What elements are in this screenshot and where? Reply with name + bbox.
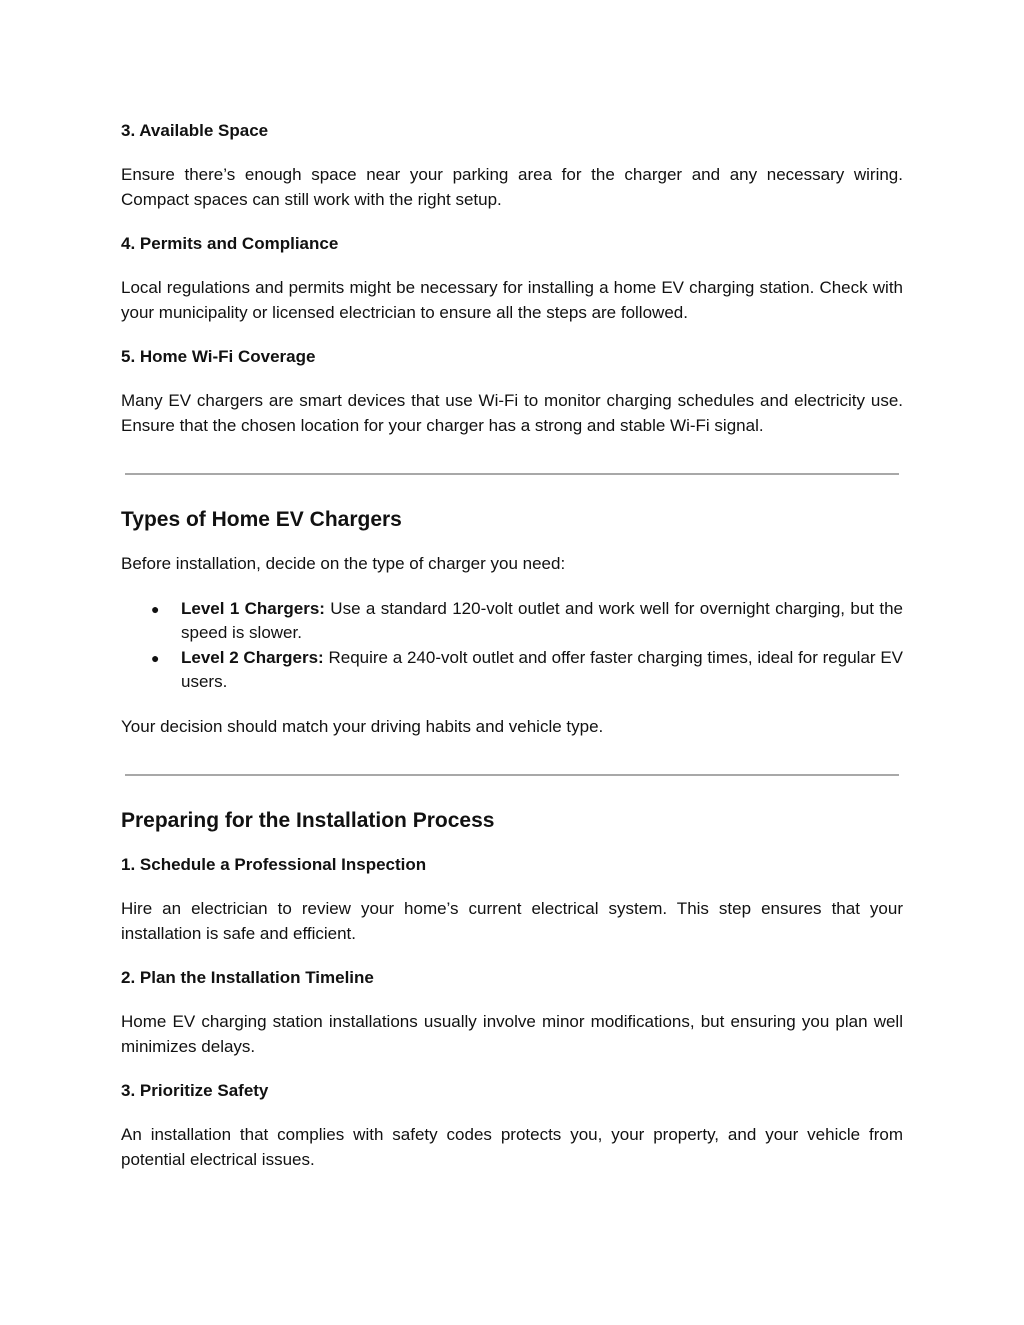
list-item	[121, 597, 903, 646]
subsection-heading: 3. Available Space	[121, 121, 269, 140]
step-body: Home EV charging station installations usually involve minor modifications, but ensuring you plan well minimizes delays.	[121, 1012, 903, 1056]
subsection-body: Local regulations and permits might be necessary for installing a home EV charging station. Check with your municipality or licensed electrician to ensure all the steps are followed.	[121, 278, 903, 322]
section-closing: Your decision should match your driving habits and vehicle type.	[121, 716, 604, 736]
document-page	[121, 119, 903, 1192]
step-heading: 2. Plan the Installation Timeline	[121, 968, 374, 987]
step-timeline	[121, 966, 903, 1059]
section-charger-types	[121, 506, 903, 739]
bullet-icon: ●	[151, 600, 160, 617]
horizontal-divider	[125, 473, 899, 475]
subsection-heading: 5. Home Wi-Fi Coverage	[121, 347, 316, 366]
section-intro: Before installation, decide on the type of charger you need:	[121, 554, 566, 573]
subsection-available-space	[121, 119, 903, 212]
horizontal-divider	[125, 774, 899, 776]
list-item-lead: Level 1 Chargers:	[181, 598, 325, 618]
subsection-wifi	[121, 345, 903, 438]
subsection-permits	[121, 232, 903, 325]
step-heading: 1. Schedule a Professional Inspection	[121, 855, 427, 874]
step-body: Hire an electrician to review your home’s current electrical system. This step ensures that your installation is safe and efficient.	[121, 899, 903, 943]
step-inspection	[121, 853, 903, 946]
list-item-lead: Level 2 Chargers:	[181, 647, 324, 667]
list-item-text: Use a standard 120-volt outlet and work well for overnight charging, but the speed is slower.	[181, 598, 903, 642]
step-safety	[121, 1079, 903, 1172]
list-item	[121, 646, 903, 695]
bullet-icon: ●	[151, 649, 160, 666]
charger-type-list	[121, 597, 903, 695]
step-heading: 3. Prioritize Safety	[121, 1081, 269, 1100]
subsection-body: Ensure there’s enough space near your parking area for the charger and any necessary wiring. Compact spaces can still work with the right setup.	[121, 165, 903, 209]
subsection-body: Many EV chargers are smart devices that use Wi-Fi to monitor charging schedules and electricity use. Ensure that the chosen location for your charger has a strong and stable Wi-Fi signal.	[121, 391, 903, 435]
step-body: An installation that complies with safety codes protects you, your property, and your vehicle from potential electrical issues.	[121, 1125, 903, 1169]
section-preparing	[121, 807, 903, 1172]
section-title: Preparing for the Installation Process	[121, 809, 495, 832]
section-title: Types of Home EV Chargers	[121, 508, 402, 531]
list-item-text: Require a 240-volt outlet and offer faster charging times, ideal for regular EV users.	[181, 647, 903, 691]
subsection-heading: 4. Permits and Compliance	[121, 234, 339, 253]
